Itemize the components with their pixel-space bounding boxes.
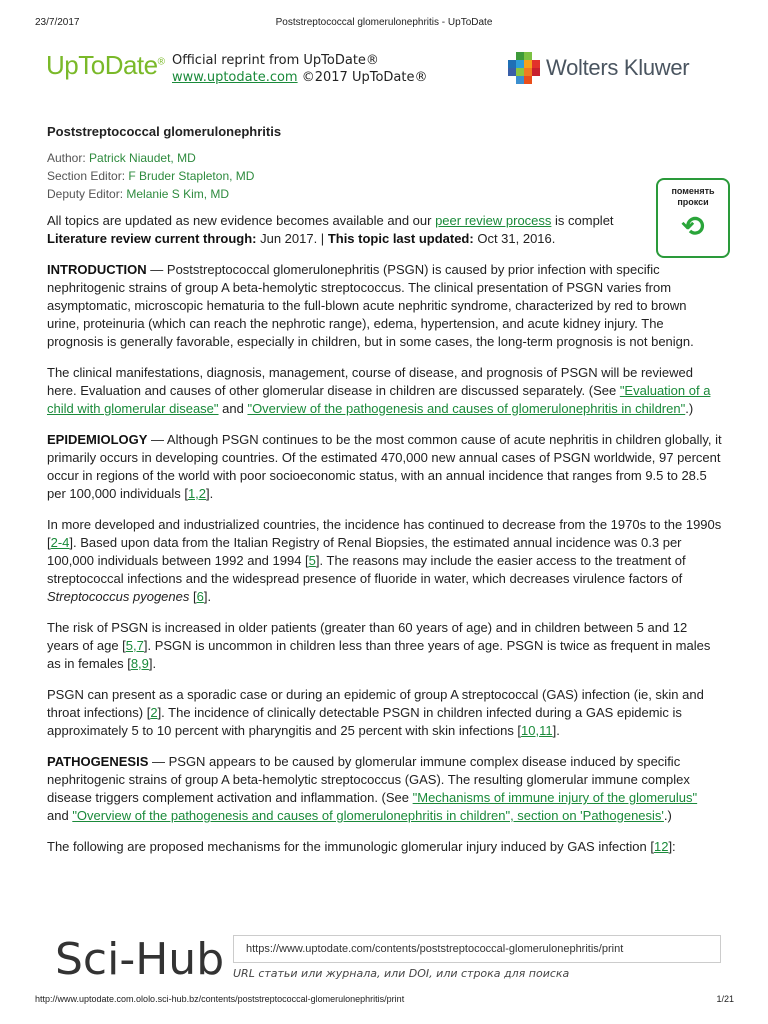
risk-text-1: The risk of PSGN is increased in older patients (greater than 60 years of age) and in children between 5 and 12 years of age [ <box>47 620 688 653</box>
registered-mark: ® <box>157 56 165 68</box>
reprint-notice <box>172 52 427 86</box>
sporadic-paragraph <box>47 686 722 740</box>
wolters-kluwer-mark-icon <box>508 52 540 84</box>
dev-text-2: ]. Based upon data from the Italian Registry of Renal Biopsies, the estimated annual incidence was 0.3 per 100,000 individuals between 1992 and 1994 [ <box>47 535 682 568</box>
wolters-kluwer-logo <box>508 52 689 84</box>
risk-text-2: ]. PSGN is uncommon in children less than three years of age. PSGN is twice as frequent in males as in females [ <box>47 638 711 671</box>
reference-link[interactable]: 6 <box>196 589 204 604</box>
section-editor-link[interactable]: F Bruder Stapleton, MD <box>128 169 255 183</box>
dev-text-4: [ <box>189 589 197 604</box>
mechanisms-end: ]: <box>668 839 676 854</box>
section-editor-label: Section Editor: <box>47 169 126 183</box>
mechanisms-paragraph <box>47 838 722 856</box>
reference-link[interactable]: 1,2 <box>187 486 207 501</box>
reference-link[interactable]: 8,9 <box>130 656 149 671</box>
reference-link[interactable]: 2 <box>150 705 158 720</box>
epidemiology-paragraph <box>47 431 722 503</box>
pathogenesis-text: — PSGN appears to be caused by glomerular immune complex disease induced by specific nephritogenic strains of group A beta-hemolytic streptococcus (GAS). The resulting glomerular immune complex disease triggers complement activation and inflammation. (See <box>47 754 690 805</box>
dev-text-3: ]. The reasons may include the easier access to the treatment of streptococcal infections and the widespread presence of fluoride in water, which decreases virulence factors of <box>47 553 686 586</box>
overview-pathogenesis-section-link[interactable]: "Overview of the pathogenesis and causes of glomerulonephritis in children", section on 'Pathogenesis' <box>72 808 664 823</box>
risk-end: ]. <box>148 656 157 671</box>
author-link[interactable]: Patrick Niaudet, MD <box>89 151 196 165</box>
overview-pathogenesis-link[interactable]: "Overview of the pathogenesis and causes of glomerulonephritis in children" <box>247 401 686 416</box>
reference-link[interactable]: 2-4 <box>50 535 70 550</box>
epidemiology-text: — Although PSGN continues to be the most common cause of acute nephritis in children globally, it primarily occurs in developing countries. Of the estimated 470,000 new annual cases of PSGN worldwide, 97 percent occur in regions of the world with poor socioeconomic status, with an annual incidence that ranges from 9.5 to 28.5 per 100,000 individuals [ <box>47 432 722 501</box>
update-notice <box>47 212 722 248</box>
author-label: Author: <box>47 151 86 165</box>
clinical-text: The clinical manifestations, diagnosis, management, course of disease, and prognosis of PSGN will be reviewed here. Evaluation and causes of other glomerular disease in children are discussed separately. (See <box>47 365 694 398</box>
mechanisms-immune-injury-link[interactable]: "Mechanisms of immune injury of the glomerulus" <box>412 790 698 805</box>
reference-link[interactable]: 5,7 <box>125 638 144 653</box>
peer-review-link[interactable]: peer review process <box>435 213 552 228</box>
sporadic-text-2: ]. The incidence of clinically detectable PSGN in children infected during a GAS epidemic is approximately 5 to 10 percent with pharyngitis and 25 percent with skin infections [ <box>47 705 682 738</box>
section-editor-line <box>47 169 254 183</box>
uptodate-logo-text: UpToDate <box>46 50 158 80</box>
pathogenesis-and: and <box>47 808 73 823</box>
pathogenesis-paragraph <box>47 753 722 825</box>
introduction-heading: INTRODUCTION <box>47 262 147 277</box>
print-title: Poststreptococcal glomerulonephritis - UpToDate <box>275 17 493 28</box>
publisher-name: Wolters Kluwer <box>546 55 690 80</box>
clinical-paragraph <box>47 364 722 418</box>
risk-paragraph <box>47 619 722 673</box>
clinical-end: .) <box>685 401 694 416</box>
print-date: 23/7/2017 <box>35 17 80 28</box>
uptodate-site-link[interactable]: www.uptodate.com <box>172 70 298 85</box>
scihub-input-hint: URL статьи или журнала, или DOI, или строка для поиска <box>233 967 570 980</box>
clinical-and: and <box>218 401 248 416</box>
proxy-label-2: прокси <box>677 197 709 207</box>
author-line <box>47 151 196 165</box>
scihub-logo[interactable]: Sci-Hub <box>55 934 225 985</box>
proxy-label-1: поменять <box>671 186 715 196</box>
dev-text-1: In more developed and industrialized countries, the incidence has continued to decrease from the 1970s to the 1990s [ <box>47 517 722 550</box>
species-name: Streptococcus pyogenes <box>47 589 190 604</box>
article-title: Poststreptococcal glomerulonephritis <box>47 124 282 139</box>
reference-link[interactable]: 10,11 <box>521 723 553 738</box>
copyright-text: ©2017 UpToDate® <box>301 70 428 85</box>
deputy-editor-link[interactable]: Melanie S Kim, MD <box>126 187 230 201</box>
sporadic-text-1: PSGN can present as a sporadic case or during an epidemic of group A streptococcal (GAS) infection (ie, skin and throat infections) [ <box>47 687 704 720</box>
evaluation-child-link[interactable]: "Evaluation of a child with glomerular disease" <box>47 383 711 416</box>
epidemiology-end: ]. <box>206 486 214 501</box>
refresh-arrows-icon: ⟲ <box>681 211 705 242</box>
deputy-editor-line <box>47 187 229 201</box>
pathogenesis-end: .) <box>663 808 672 823</box>
article-body <box>47 212 722 869</box>
epidemiology-heading: EPIDEMIOLOGY <box>47 432 148 447</box>
update-text: All topics are updated as new evidence becomes available and our <box>47 213 436 228</box>
lit-review-date: Jun 2017. | <box>256 231 328 246</box>
mechanisms-text: The following are proposed mechanisms for the immunologic glomerular injury induced by GAS infection [ <box>47 839 654 854</box>
sporadic-end: ]. <box>552 723 560 738</box>
pathogenesis-heading: PATHOGENESIS <box>47 754 149 769</box>
developed-countries-paragraph <box>47 516 722 606</box>
introduction-text: — Poststreptococcal glomerulonephritis (PSGN) is caused by prior infection with specific nephritogenic strains of group A beta-hemolytic streptococcus. The clinical presentation of PSGN varies from asymptomatic, microscopic hematuria to the full-blown acute nephritic syndrome, characterized by red to brown urine, proteinuria (which can reach the nephrotic range), edema, hypertension, and acute kidney injury. The prognosis is generally favorable, especially in children, but in some cases, the long-term prognosis is not benign. <box>47 262 694 349</box>
lit-review-label: Literature review current through: <box>47 231 257 246</box>
print-page-number: 1/21 <box>716 994 734 1004</box>
reference-link[interactable]: 12 <box>653 839 669 854</box>
scihub-url-input[interactable]: https://www.uptodate.com/contents/poststreptococcal-glomerulonephritis/print <box>233 935 721 963</box>
reference-link[interactable]: 5 <box>308 553 316 568</box>
print-footer-url: http://www.uptodate.com.ololo.sci-hub.bz/contents/poststreptococcal-glomerulonephritis/print <box>35 994 405 1004</box>
reprint-line: Official reprint from UpToDate® <box>172 53 379 68</box>
dev-end: ]. <box>203 589 212 604</box>
last-updated-date: Oct 31, 2016. <box>473 231 556 246</box>
last-updated-label: This topic last updated: <box>327 231 474 246</box>
deputy-editor-label: Deputy Editor: <box>47 187 124 201</box>
introduction-paragraph <box>47 261 722 351</box>
update-text-end: is complet <box>551 213 614 228</box>
uptodate-logo[interactable] <box>46 50 165 81</box>
